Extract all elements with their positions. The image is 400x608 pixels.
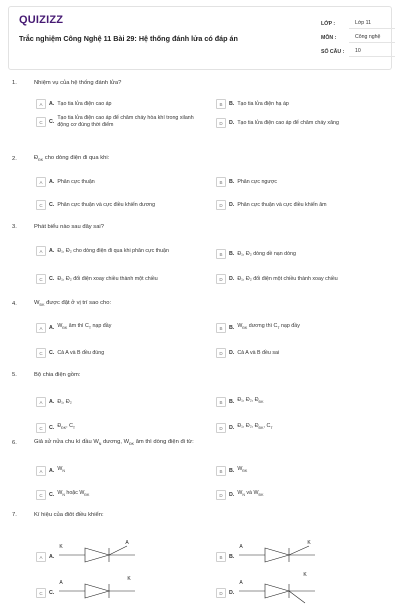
question-number: 6.	[12, 440, 17, 446]
question-text: Kí hiệu của điôt điều khiển:	[34, 512, 104, 518]
option-box[interactable]: A	[36, 397, 46, 407]
option-letter: D.	[229, 202, 235, 208]
option-letter: C.	[49, 492, 55, 498]
option-d[interactable]	[216, 423, 273, 433]
option-letter: D.	[229, 276, 235, 282]
option-box[interactable]: C	[36, 588, 46, 598]
option-box[interactable]: D	[216, 348, 226, 358]
option-box[interactable]: D	[216, 118, 226, 128]
option-box[interactable]: A	[36, 99, 46, 109]
diode-symbol-a	[57, 542, 137, 572]
meta-row-class	[321, 17, 395, 31]
option-letter: B.	[229, 325, 235, 331]
option-text: Đ₁, Đ₂ cho dòng điện đi qua khi phân cực thuận	[57, 247, 169, 254]
option-text: $W_{ĐK}$ âm thì $C_T$ nạp đầy	[57, 323, 112, 331]
option-box[interactable]: A	[36, 177, 46, 187]
option-box[interactable]: A	[36, 552, 46, 562]
question-2	[12, 154, 388, 208]
worksheet-title: Trắc nghiệm Công Nghệ 11 Bài 29: Hệ thống đánh lửa có đáp án	[19, 34, 238, 43]
option-box[interactable]: B	[216, 466, 226, 476]
question-5	[12, 370, 388, 431]
option-a[interactable]	[36, 246, 206, 256]
option-text: $Đ_{ĐK}$, $C_T$	[57, 423, 76, 431]
label-k: K	[59, 544, 63, 550]
option-text: Đ₁, Đ₂	[57, 398, 72, 405]
option-letter: B.	[229, 251, 235, 257]
option-text: Đ₁, Đ₂ dòng dề nạn dòng	[237, 250, 296, 257]
diode-symbol-b	[237, 542, 317, 572]
option-letter: C.	[49, 350, 55, 356]
option-letter: B.	[229, 554, 235, 560]
option-text: $W_N$ hoặc $W_{ĐK}$	[57, 490, 90, 498]
option-letter: A.	[49, 468, 55, 474]
option-letter: D.	[229, 590, 235, 596]
option-box[interactable]: B	[216, 397, 226, 407]
meta-label: SỐ CÂU :	[321, 49, 345, 55]
option-text: Phân cực ngược	[237, 178, 278, 185]
question-text: $Đ_{ĐK}$ cho dòng điện đi qua khi:	[34, 155, 110, 163]
diode-icon	[237, 578, 317, 608]
diode-symbol-d	[237, 572, 317, 608]
option-letter: C.	[49, 276, 55, 282]
option-letter: A.	[49, 101, 55, 107]
option-text: Tạo tia lửa điện cao áp để châm cháy xăng	[237, 119, 339, 126]
option-letter: B.	[229, 468, 235, 474]
option-d[interactable]	[216, 274, 338, 284]
option-box[interactable]: C	[36, 200, 46, 210]
option-box[interactable]: D	[216, 200, 226, 210]
option-a[interactable]	[36, 466, 65, 476]
label-k: K	[307, 540, 311, 546]
meta-info	[321, 17, 395, 59]
option-text: $W_N$ và $W_{ĐK}$	[237, 490, 264, 498]
option-c[interactable]	[36, 490, 89, 500]
question-text: Phát biểu nào sau đây sai?	[34, 224, 104, 230]
option-d[interactable]	[216, 490, 263, 500]
option-letter: B.	[229, 101, 235, 107]
question-number: 3.	[12, 224, 17, 230]
option-b[interactable]	[216, 397, 264, 407]
question-text: Giả sử nửa chu kì đầu $W_N$ dương, $W_{ĐK}$ âm thì dòng điện đi từ:	[34, 439, 194, 447]
option-b[interactable]	[216, 542, 317, 572]
option-letter: B.	[229, 399, 235, 405]
option-c[interactable]	[36, 115, 206, 129]
quizizz-logo: QUIZIZZ	[19, 14, 64, 26]
option-b[interactable]	[216, 323, 300, 333]
option-a[interactable]	[36, 323, 111, 333]
label-a: A	[125, 540, 129, 546]
option-c[interactable]	[36, 423, 75, 433]
option-box[interactable]: B	[216, 552, 226, 562]
option-letter: A.	[49, 554, 55, 560]
diode-icon	[57, 542, 137, 572]
option-letter: D.	[229, 492, 235, 498]
option-box[interactable]: B	[216, 249, 226, 259]
option-d[interactable]	[216, 200, 327, 210]
diode-icon	[57, 578, 137, 608]
option-b[interactable]	[216, 466, 247, 476]
option-letter: A.	[49, 325, 55, 331]
option-b[interactable]	[216, 249, 296, 259]
option-text: Phân cực thuận và cực điều khiển dương	[57, 201, 156, 208]
question-number: 1.	[12, 80, 17, 86]
option-box[interactable]: C	[36, 348, 46, 358]
option-text: Phân cực thuận	[57, 178, 95, 185]
option-box[interactable]: B	[216, 99, 226, 109]
option-text: $W_N$	[57, 466, 65, 474]
meta-row-count	[321, 45, 395, 59]
option-box[interactable]: D	[216, 423, 226, 433]
option-text: $W_{ĐK}$	[237, 466, 248, 474]
option-box[interactable]: A	[36, 246, 46, 256]
option-box[interactable]: C	[36, 423, 46, 433]
option-letter: D.	[229, 350, 235, 356]
meta-value: Lớp 11	[349, 19, 395, 29]
option-text: Phân cực thuận và cực điều khiển âm	[237, 201, 327, 208]
option-c[interactable]	[36, 578, 137, 608]
option-text: Cả A và B đều sai	[237, 349, 280, 356]
meta-label: MÔN :	[321, 35, 337, 41]
option-c[interactable]	[36, 200, 155, 210]
question-1	[12, 78, 388, 128]
option-letter: D.	[229, 425, 235, 431]
option-text: Tạo tia lửa điện cao áp	[57, 100, 112, 107]
question-7	[12, 510, 388, 596]
question-3	[12, 222, 388, 282]
option-text: Đ₁, Đ₂, $Đ_{ĐK}$	[237, 397, 264, 405]
question-text: Bộ chia điện gồm:	[34, 372, 81, 378]
option-text: Tạo tia lửa điện cao áp để châm cháy hòa khí trong xilanh động cơ đúng thời điểm	[57, 115, 194, 128]
option-text: Tạo tia lửa điện hạ áp	[237, 100, 289, 107]
option-a[interactable]	[36, 99, 112, 109]
option-box[interactable]: D	[216, 490, 226, 500]
question-number: 2.	[12, 156, 17, 162]
meta-label: LỚP :	[321, 21, 336, 27]
option-letter: C.	[49, 425, 55, 431]
option-letter: C.	[49, 119, 55, 125]
option-box[interactable]: C	[36, 117, 46, 127]
option-box[interactable]: C	[36, 274, 46, 284]
meta-value: 10	[349, 47, 395, 57]
diode-icon	[237, 542, 317, 572]
diode-symbol-c	[57, 578, 137, 608]
option-text: Đ₁, Đ₂ đổi điện xoay chiều thành một chiều	[57, 275, 158, 282]
option-box[interactable]: A	[36, 466, 46, 476]
option-letter: D.	[229, 120, 235, 126]
option-c[interactable]	[36, 274, 158, 284]
option-text: $W_{ĐK}$ dương thì $C_T$ nạp đầy	[237, 323, 300, 331]
option-box[interactable]: B	[216, 323, 226, 333]
option-box[interactable]: D	[216, 588, 226, 598]
option-letter: A.	[49, 248, 55, 254]
option-a[interactable]	[36, 397, 72, 407]
question-text: Nhiệm vụ của hệ thống đánh lửa?	[34, 80, 122, 86]
question-6	[12, 438, 388, 498]
question-number: 5.	[12, 372, 17, 378]
option-text: Cả A và B đều đúng	[57, 349, 105, 356]
question-4	[12, 299, 388, 356]
option-d[interactable]	[216, 572, 317, 608]
option-a[interactable]	[36, 542, 137, 572]
label-k: K	[127, 576, 131, 582]
option-box[interactable]: D	[216, 274, 226, 284]
question-text: $W_{ĐK}$ được đặt ở vị trí sao cho:	[34, 300, 112, 308]
option-letter: A.	[49, 399, 55, 405]
option-letter: C.	[49, 590, 55, 596]
option-b[interactable]	[216, 99, 289, 109]
meta-value: Công nghệ	[349, 33, 395, 43]
label-a: A	[239, 544, 243, 550]
meta-row-subject	[321, 31, 395, 45]
option-letter: B.	[229, 179, 235, 185]
question-number: 4.	[12, 301, 17, 307]
option-box[interactable]: B	[216, 177, 226, 187]
option-a[interactable]	[36, 177, 95, 187]
question-number: 7.	[12, 512, 17, 518]
option-box[interactable]: A	[36, 323, 46, 333]
option-d[interactable]	[216, 118, 339, 128]
option-d[interactable]	[216, 348, 279, 358]
label-a: A	[239, 580, 243, 586]
label-k: K	[303, 572, 307, 578]
option-letter: C.	[49, 202, 55, 208]
option-text: Đ₁, Đ₂ đổi điện một chiều thành xoay chiều	[237, 275, 338, 282]
option-b[interactable]	[216, 177, 277, 187]
option-box[interactable]: C	[36, 490, 46, 500]
option-c[interactable]	[36, 348, 104, 358]
option-letter: A.	[49, 179, 55, 185]
option-text: Đ₁, Đ₂, $Đ_{ĐK}$, $C_T$	[237, 423, 273, 431]
label-a: A	[59, 580, 63, 586]
header-card	[8, 6, 392, 70]
